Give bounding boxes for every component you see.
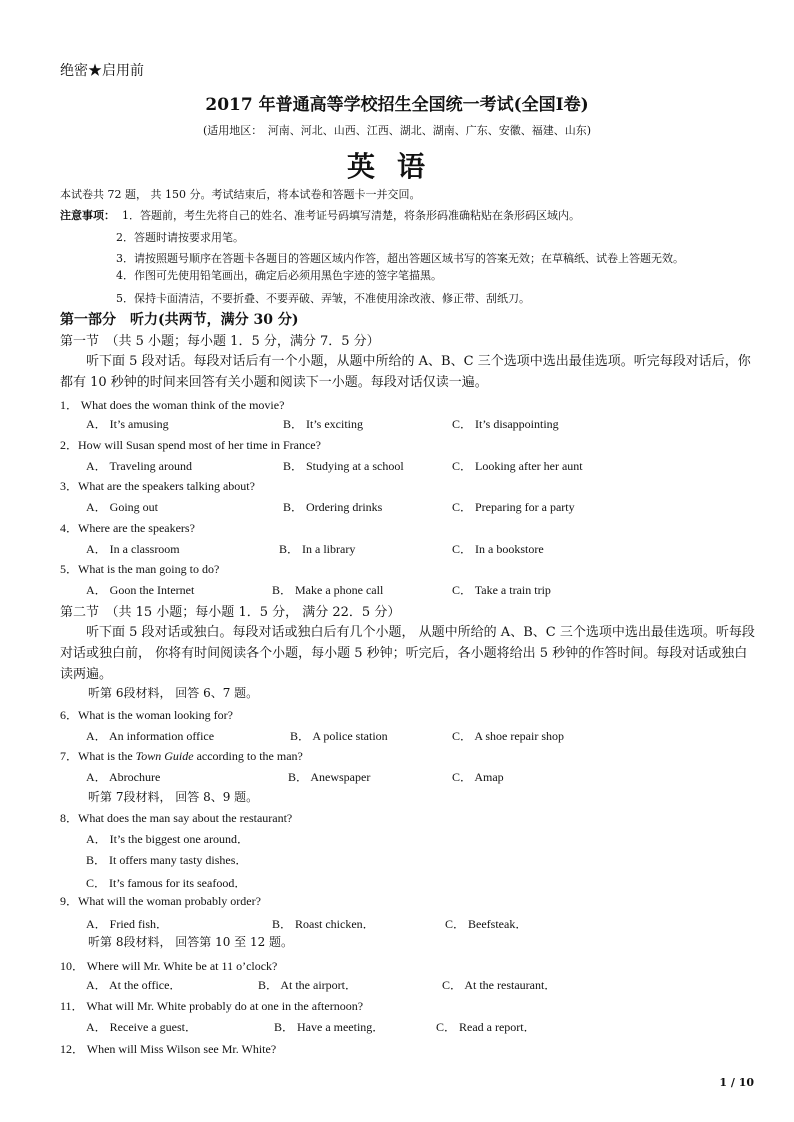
question-stem: 9．What will the woman probably order?	[60, 894, 261, 908]
notes-label: 注意事项：	[60, 209, 115, 222]
question-stem: 2．How will Susan spend most of her time in France?	[60, 438, 321, 452]
option-b: B． Anewspaper	[288, 770, 371, 784]
exam-intro: 本试卷共 72 题， 共 150 分。考试结束后，将本试卷和答题卡一并交回。	[60, 188, 421, 201]
note-item: 5．保持卡面清洁，不要折叠、不要弄破、弄皱，不准使用涂改液、修正带、刮纸刀。	[116, 292, 530, 305]
option-c: C． At the restaurant．	[442, 978, 557, 992]
question-stem: 6．What is the woman looking for?	[60, 708, 233, 722]
option-c: C． It’s famous for its seafood．	[86, 876, 247, 890]
option-c: C． It’s disappointing	[452, 417, 559, 431]
question-stem: 10． Where will Mr. White be at 11 o’clock?	[60, 959, 278, 973]
page-number: 1 / 10	[719, 1076, 754, 1089]
question-stem: 4．Where are the speakers?	[60, 521, 195, 535]
question-stem: 3．What are the speakers talking about?	[60, 479, 255, 493]
option-b: B． Ordering drinks	[283, 500, 383, 514]
option-b: B． Studying at a school	[283, 459, 404, 473]
option-a: A． It’s the biggest one around．	[86, 832, 249, 846]
section1-instructions: 听下面 5 段对话。每段对话后有一个小题，从题中所给的 A、B、C 三个选项中选出最佳选项。听完每段对话后，你都有 10 秒钟的时间来回答有关小题和阅读下一小题。每段对话仅读一遍。	[60, 354, 751, 390]
part1-title: 第一部分 听力(共两节，满分 30 分)	[60, 312, 299, 328]
option-c: C． Beefsteak．	[445, 917, 528, 931]
option-a: A． Goon the Internet	[86, 583, 195, 597]
emphasized-title: Town Guide	[135, 749, 194, 763]
option-c: C． Take a train trip	[452, 583, 551, 597]
option-a: A． Receive a guest．	[86, 1020, 197, 1034]
option-b: B． Roast chicken．	[272, 917, 375, 931]
question-stem: 5．What is the man going to do?	[60, 562, 220, 576]
question-stem-text: 7．What is the	[60, 749, 136, 763]
option-b: B． A police station	[290, 729, 388, 743]
option-a: A． Fried fish．	[86, 917, 168, 931]
material-label: 听第 6段材料， 回答 6、7 题。	[88, 686, 259, 700]
question-stem: 8．What does the man say about the restaurant?	[60, 811, 293, 825]
option-c: C． In a bookstore	[452, 542, 544, 556]
option-a: A． Abrochure	[86, 770, 161, 784]
option-b: B． Have a meeting．	[274, 1020, 385, 1034]
option-a: A． An information office	[86, 729, 215, 743]
section2-instructions: 听下面 5 段对话或独白。每段对话或独白后有几个小题， 从题中所给的 A、B、C 三个选项中选出最佳选项。听每段对话或独白前， 你将有时间阅读各个小题，每小题 5 秒钟；听完后，各小题将给出 5 秒钟的作答时间。每段对话或独白读两遍。	[60, 625, 755, 682]
section2-title: 第二节 （共 15 小题；每小题 1．5 分， 满分 22．5 分）	[60, 605, 401, 620]
note-item: 4．作图可先使用铅笔画出，确定后必须用黑色字迹的签字笔描黑。	[116, 269, 442, 282]
option-a: A． It’s amusing	[86, 417, 169, 431]
option-b: B． It’s exciting	[283, 417, 363, 431]
applicable-regions: (适用地区： 河南、河北、山西、江西、湖北、湖南、广东、安徽、福建、山东)	[202, 124, 592, 137]
material-label: 听第 7段材料， 回答 8、9 题。	[88, 790, 259, 804]
option-c: C． Read a report．	[436, 1020, 536, 1034]
question-stem-text: according to the man?	[193, 749, 303, 763]
question-stem: 11． What will Mr. White probably do at one in the afternoon?	[60, 999, 364, 1013]
option-c: C． Looking after her aunt	[452, 459, 583, 473]
material-label: 听第 8段材料， 回答第 10 至 12 题。	[88, 935, 294, 949]
option-b: B． In a library	[279, 542, 356, 556]
note-item: 1．答题前，考生先将自己的姓名、准考证号码填写清楚，将条形码准确粘贴在条形码区域内。	[122, 209, 580, 222]
subject-title: 英语	[346, 150, 447, 183]
question-stem: 1． What does the woman think of the movie?	[60, 398, 285, 412]
question-stem: 12． When will Miss Wilson see Mr. White?	[60, 1042, 277, 1056]
option-c: C． Preparing for a party	[452, 500, 575, 514]
secret-label: 绝密★启用前	[60, 63, 144, 79]
note-item: 2．答题时请按要求用笔。	[116, 231, 244, 244]
option-b: B． Make a phone call	[272, 583, 384, 597]
option-c: C． Amap	[452, 770, 504, 784]
option-a: A． In a classroom	[86, 542, 180, 556]
option-b: B． At the airport．	[258, 978, 357, 992]
exam-title: 2017 年普通高等学校招生全国统一考试(全国Ⅰ卷)	[205, 95, 589, 115]
option-a: A． Going out	[86, 500, 159, 514]
question-stem	[60, 747, 303, 764]
option-a: A． Traveling around	[86, 459, 192, 473]
option-b: B． It offers many tasty dishes．	[86, 853, 248, 867]
section1-title: 第一节 （共 5 小题；每小题 1．5 分，满分 7．5 分）	[60, 334, 380, 349]
note-item: 3．请按照题号顺序在答题卡各题目的答题区域内作答，超出答题区域书写的答案无效；在草稿纸、试卷上答题无效。	[116, 252, 684, 265]
option-a: A． At the office．	[86, 978, 182, 992]
option-c: C． A shoe repair shop	[452, 729, 564, 743]
